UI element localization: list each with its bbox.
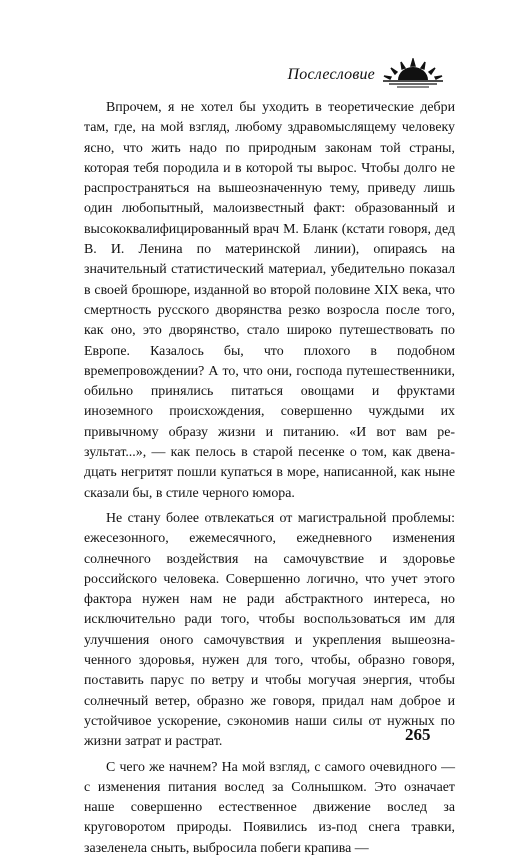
page-number: 265 [405,725,431,744]
sunrise-ornament-icon [381,58,445,88]
paragraph-2: Не стану более отвлекаться от магистральной проблемы: ежесезонного, ежемесячного, ежедневного изменения солнечного воздействия на самочувствие и здоровье российского человека. Совершенно логично, что учет этого фактора нужен нам не ради абстрактного интереса, но исключительно ради того, чтобы воспользоваться им для улучшения оного самочувствия и укрепления вышеозначенного здоровья, нужен для того, чтобы, образно говоря, поставить парус по ветру и чтобы могучая энергия, чтобы солнечный ветер, образно же говоря, придал нам доброе и устойчивое ускорение, сэкономив наши силы от нужных по жизни затрат и растрат. [84,510,455,750]
paragraph-1: Впрочем, я не хотел бы уходить в теоретические дебри там, где, на мой взгляд, любому здравомыслящему человеку ясно, что жить надо по природным законам той страны, которая тебя породила и в которой ты вырос. Чтобы долго не распространяться на вышеозначенную тему, приведу лишь один любопытный, малоизвестный факт: образованный и высококвалифицированный врач М. Бланк (кстати говоря, дед В. И. Ленина по материнской линии), опираясь на значительный статистический материал, убедительно показал в своей брошюре, изданной во второй половине XIX века, что смертность русского дворянства резко возросла после того, как оно, это дворянство, стало широко путешествовать по Европе. Казалось бы, что плохого в подобном времепровождении? А то, что они, господа путешественники, обильно принялись питаться овощами и фруктами иноземного происхождения, совершенно чуждыми их привычному образу жизни и питанию. «И вот вам результат...», — как пелось в старой песенке о том, как двенадцать негритят пошли купаться в море, написанной, как ныне сказали бы, в стиле черного юмора. [84,100,455,501]
running-head [0,58,517,92]
paragraph-3: С чего же начнем? На мой взгляд, с самого очевидного — с изменения питания вослед за Солнышком. Это означает наше совершенно естественное движение вослед за круговоротом природы. Появились из-под снега травки, зазеленела сныть, выбросила побеги крапива — [84,759,455,856]
body-text [84,98,455,864]
running-title: Послесловие [287,66,375,83]
